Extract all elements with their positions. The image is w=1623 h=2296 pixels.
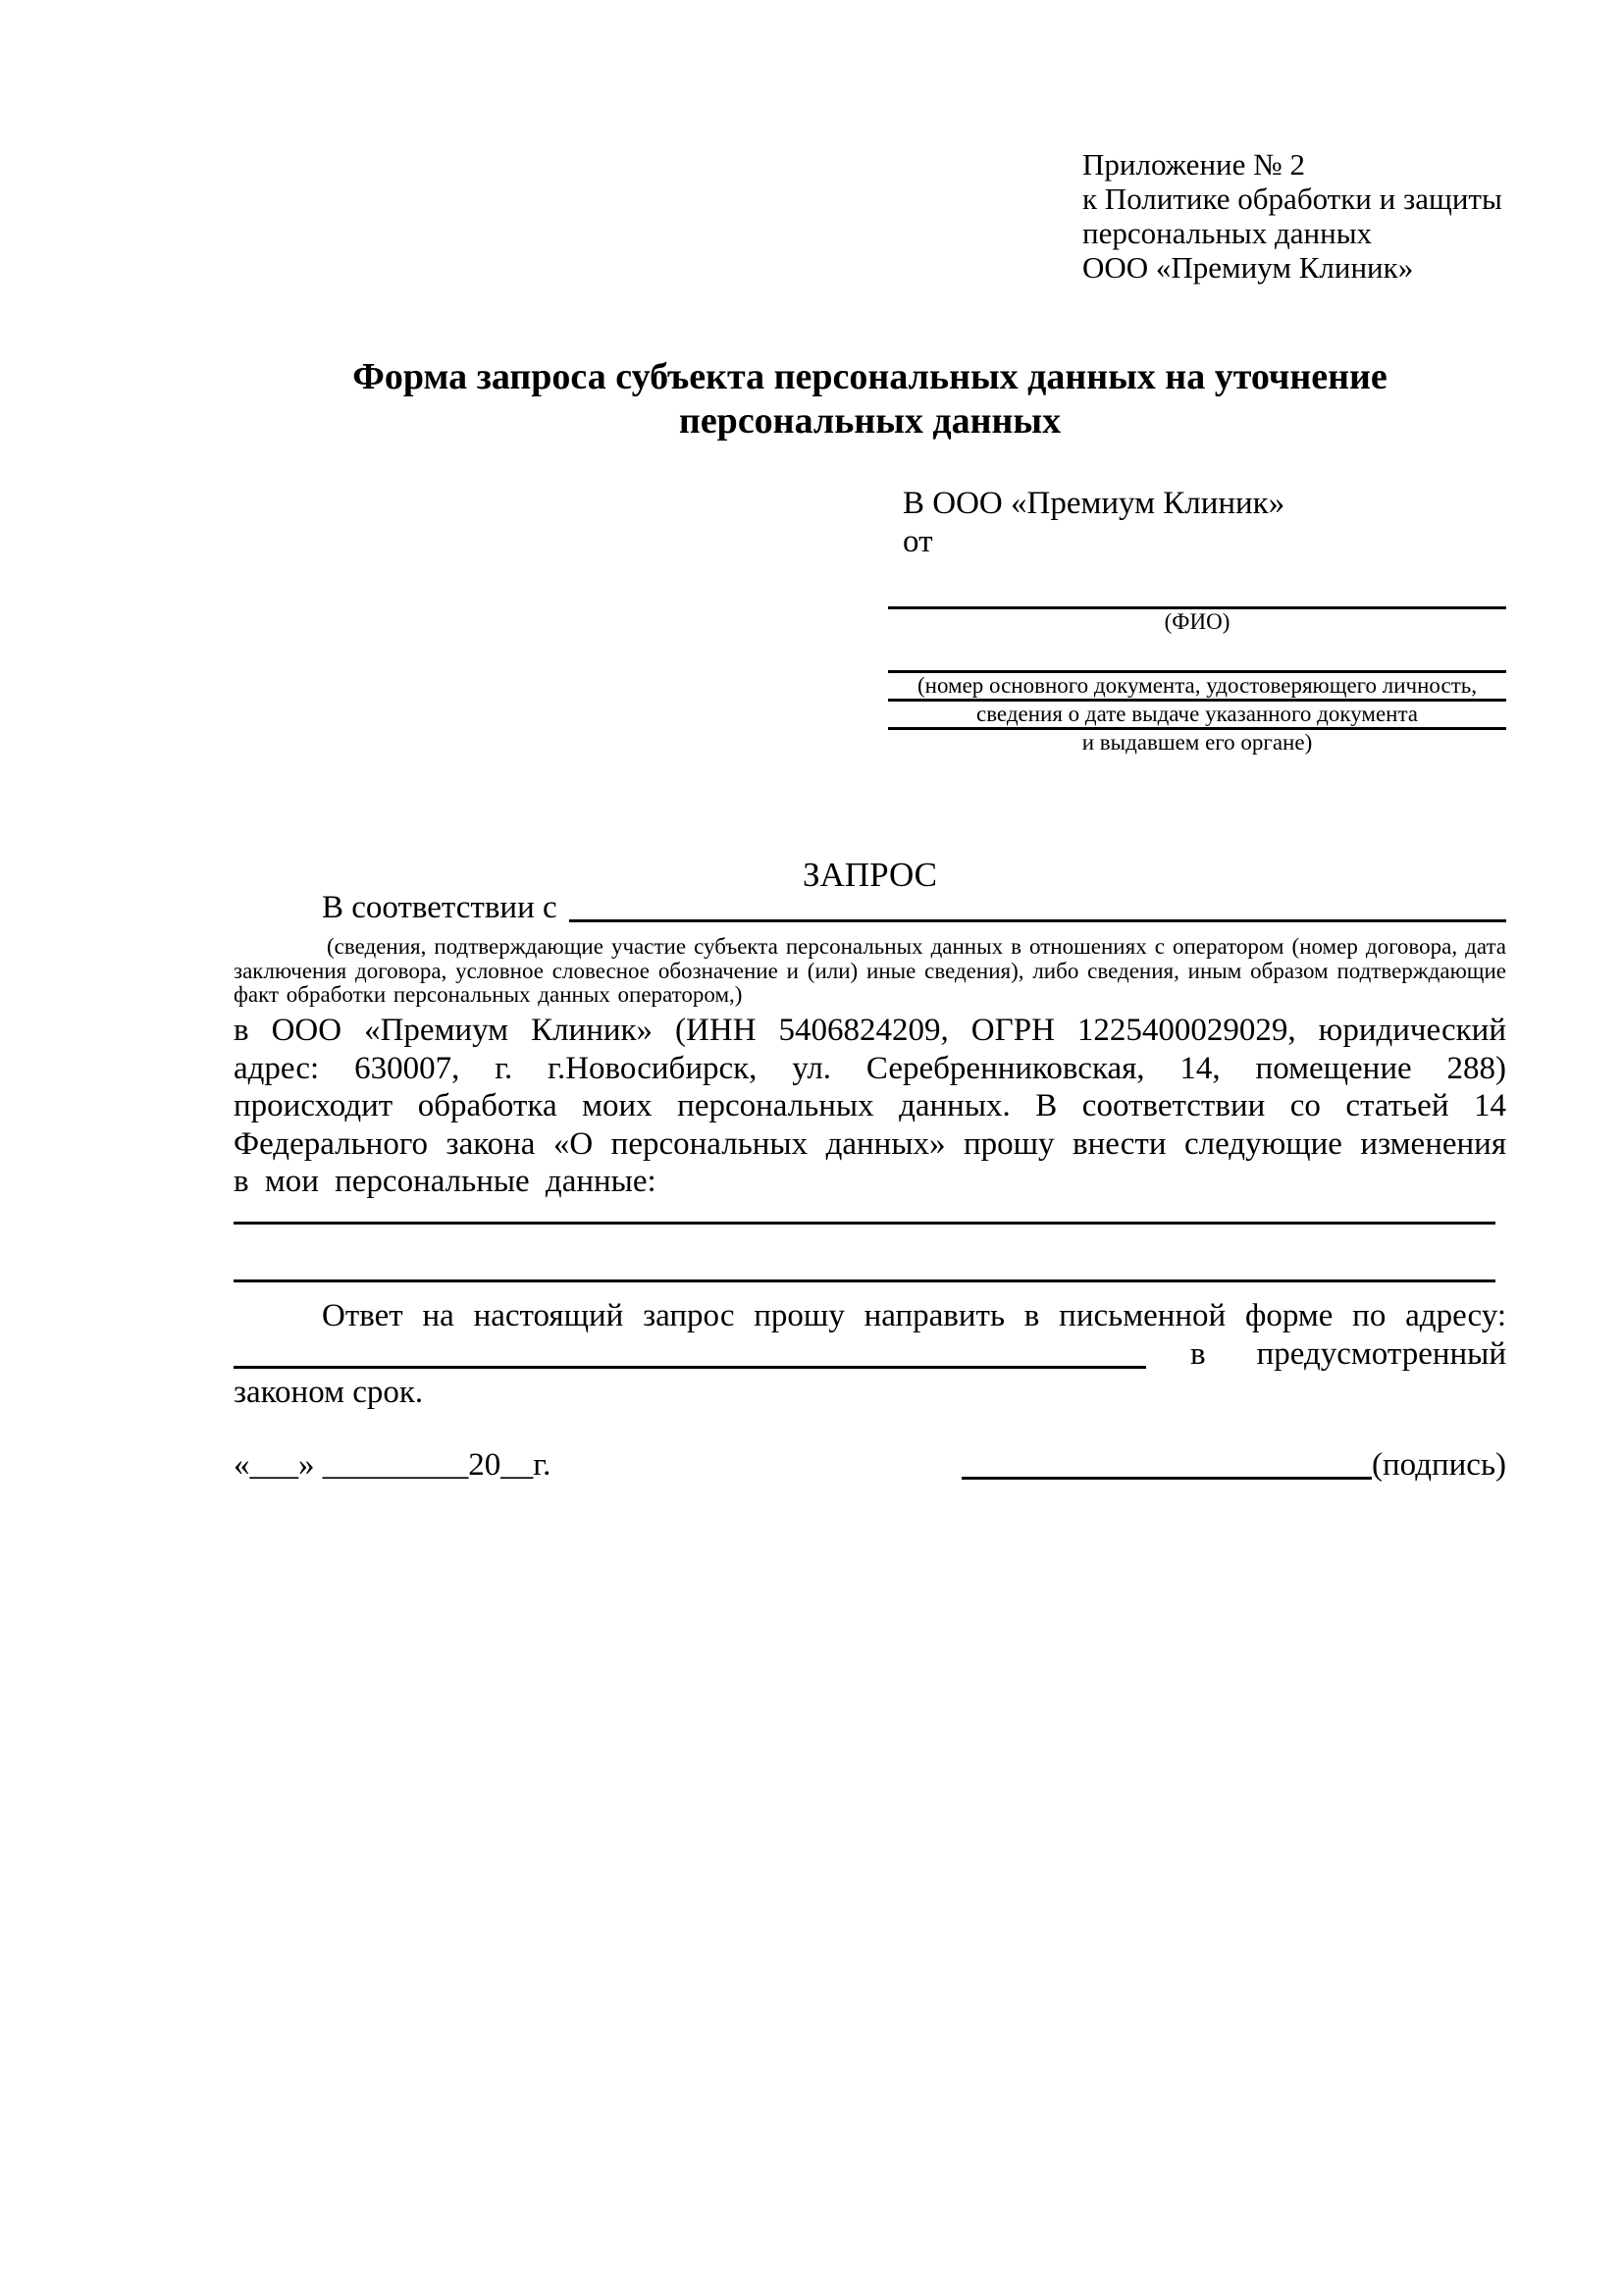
address-blank-line[interactable] — [234, 1335, 1146, 1369]
annex-line-1: Приложение № 2 — [1082, 147, 1305, 182]
annex-block — [1082, 147, 1534, 285]
fio-field — [888, 606, 1506, 635]
changes-blank-line-1[interactable] — [234, 1222, 1495, 1225]
date-signature-row — [234, 1445, 1506, 1485]
basis-label: В соответствии с — [322, 890, 557, 925]
doc-number-field — [888, 670, 1506, 699]
signature-caption: (подпись) — [1372, 1447, 1506, 1483]
reply-word-pred: предусмотренный — [1256, 1336, 1506, 1372]
request-heading: ЗАПРОС — [802, 856, 938, 894]
reply-block — [234, 1297, 1506, 1412]
issuer-caption: и выдавшем его органе) — [1081, 730, 1313, 755]
annex-line-2: к Политике обработки и защиты — [1082, 182, 1502, 216]
issue-date-caption: сведения о дате выдаче указанного документа — [975, 702, 1419, 726]
doc-number-caption: (номер основного документа, удостоверяющего личность, — [916, 673, 1477, 698]
reply-sentence: Ответ на настоящий запрос прошу направить в письменной форме по адресу: — [322, 1298, 1506, 1333]
issue-date-field — [888, 699, 1506, 727]
signature-blank-line[interactable] — [962, 1445, 1372, 1480]
recipient-to: В ООО «Премиум Клиник» — [903, 486, 1285, 521]
reply-end: законом срок. — [234, 1375, 424, 1410]
document-title: Форма запроса субъекта персональных данных на уточнение персональных данных — [352, 356, 1387, 442]
annex-line-4: ООО «Премиум Клиник» — [1082, 250, 1414, 285]
recipient-block — [888, 485, 1506, 756]
basis-footnote: (сведения, подтверждающие участие субъекта персональных данных в отношениях с оператором (номер договора, дата заключения договора, условное словесное обозначение и (или) иные сведения), либо сведения, иным образом подтверждающие факт обработки персональных данных оператором,) — [234, 934, 1506, 1007]
reply-address-row — [234, 1335, 1506, 1374]
changes-blank-line-2[interactable] — [234, 1279, 1495, 1282]
issuer-field — [888, 727, 1506, 756]
annex-line-3: персональных данных — [1082, 216, 1373, 250]
fio-caption: (ФИО) — [1164, 609, 1230, 634]
request-body: в ООО «Премиум Клиник» (ИНН 5406824209, ОГРН 1225400029029, юридический адрес: 630007, г. г.Новосибирск, ул. Серебренниковская, 14, помещение 288) происходит обработка моих персональных данных. В соответствии со статьей 14 Федерального закона «О персональных данных» прошу внести следующие изменения в мои персональные данные: — [234, 1013, 1506, 1200]
basis-blank-line[interactable] — [569, 889, 1506, 922]
date-blank[interactable]: «___» _________20__г. — [234, 1447, 551, 1483]
recipient-from-label: от — [903, 524, 933, 559]
signature-group — [962, 1445, 1506, 1485]
basis-row — [234, 889, 1506, 927]
reply-word-v: в — [1190, 1336, 1206, 1372]
